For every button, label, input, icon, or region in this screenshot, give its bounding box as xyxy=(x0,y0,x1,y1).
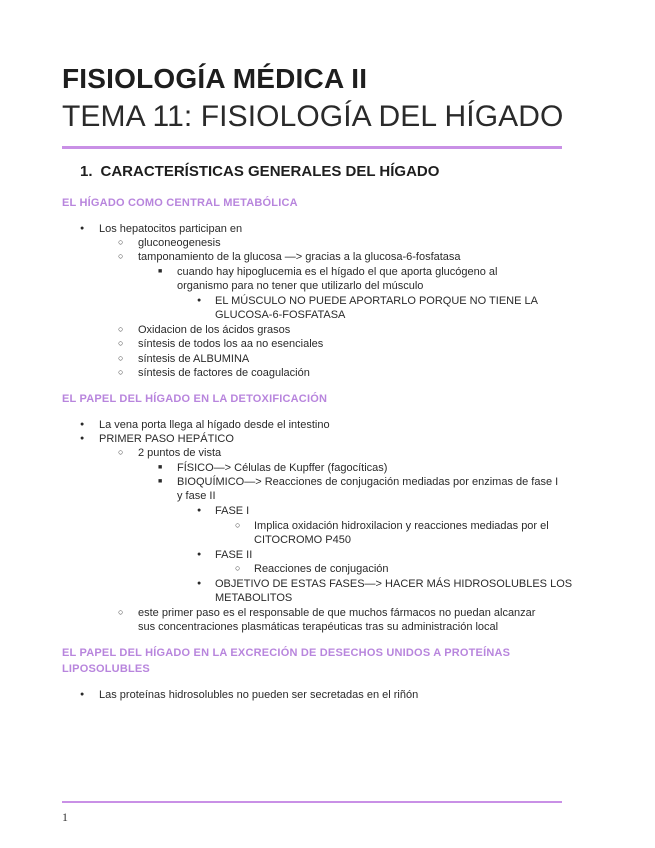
list-item: síntesis de todos los aa no esenciales xyxy=(138,338,324,350)
list-item: FASE I xyxy=(215,505,250,517)
section-heading xyxy=(80,163,439,180)
list-item: tamponamiento de la glucosa —> gracias a la glucosa-6-fosfatasa xyxy=(138,251,461,263)
list-item-continuation: organismo para no tener que utilizarlo del músculo xyxy=(177,280,424,292)
list-item: La vena porta llega al hígado desde el intestino xyxy=(99,419,330,431)
bullet-circle xyxy=(118,337,123,351)
page-number: 1 xyxy=(62,810,68,824)
list-item: OBJETIVO DE ESTAS FASES—> HACER MÁS HIDROSOLUBLES LOS xyxy=(215,578,573,590)
bullet-disc xyxy=(80,222,84,238)
section-title: CARACTERÍSTICAS GENERALES DEL HÍGADO xyxy=(100,163,440,180)
list-item: 2 puntos de vista xyxy=(138,447,222,459)
list-item: cuando hay hipoglucemia es el hígado el que aporta glucógeno al xyxy=(177,266,498,278)
list-item: FASE II xyxy=(215,549,253,561)
list-item-continuation: sus concentraciones plasmáticas terapéuticas tras su administración local xyxy=(138,621,499,633)
list-item: FÍSICO—> Células de Kupffer (fagocíticas) xyxy=(177,462,388,474)
list-item-continuation: GLUCOSA-6-FOSFATASA xyxy=(215,309,346,321)
bullet-circle xyxy=(118,236,123,250)
bullet-circle xyxy=(118,446,123,460)
subsection-heading-metabolic: EL HÍGADO COMO CENTRAL METABÓLICA xyxy=(62,197,298,209)
list-item: este primer paso es el responsable de que muchos fármacos no puedan alcanzar xyxy=(138,607,536,619)
bullet-circle xyxy=(118,606,123,620)
subsection-heading-detox: EL PAPEL DEL HÍGADO EN LA DETOXIFICACIÓN xyxy=(62,393,328,405)
document-title: FISIOLOGÍA MÉDICA II xyxy=(62,63,368,94)
bullet-circle xyxy=(235,562,240,576)
list-item: gluconeogenesis xyxy=(138,237,221,249)
subsection-heading-excretion: EL PAPEL DEL HÍGADO EN LA EXCRECIÓN DE DESECHOS UNIDOS A PROTEÍNAS xyxy=(62,647,511,659)
bullet-square xyxy=(158,475,162,491)
bullet-disc xyxy=(197,577,201,593)
bullet-disc xyxy=(80,688,84,704)
bullet-disc xyxy=(80,432,84,448)
document-subtitle: TEMA 11: FISIOLOGÍA DEL HÍGADO xyxy=(62,100,564,133)
list-item: Reacciones de conjugación xyxy=(254,563,389,575)
bullet-circle xyxy=(118,366,123,380)
list-item: síntesis de ALBUMINA xyxy=(138,353,250,365)
bullet-disc xyxy=(197,294,201,310)
footer-divider xyxy=(62,801,562,803)
section-number: 1. xyxy=(80,163,93,180)
list-item: EL MÚSCULO NO PUEDE APORTARLO PORQUE NO TIENE LA xyxy=(215,295,538,307)
bullet-circle xyxy=(118,323,123,337)
list-item-continuation: METABOLITOS xyxy=(215,592,293,604)
list-item: Las proteínas hidrosolubles no pueden ser secretadas en el riñón xyxy=(99,689,419,701)
list-item: Los hepatocitos participan en xyxy=(99,223,243,235)
bullet-square xyxy=(158,265,162,281)
bullet-disc xyxy=(197,504,201,520)
list-item: síntesis de factores de coagulación xyxy=(138,367,310,379)
title-divider xyxy=(62,146,562,149)
bullet-circle xyxy=(235,519,240,533)
bullet-circle xyxy=(118,352,123,366)
list-item: Implica oxidación hidroxilacion y reacciones mediadas por el xyxy=(254,520,549,532)
bullet-circle xyxy=(118,250,123,264)
list-item: BIOQUÍMICO—> Reacciones de conjugación mediadas por enzimas de fase I xyxy=(177,476,559,488)
subsection-heading-excretion-continuation: LIPOSOLUBLES xyxy=(62,663,150,675)
list-item-continuation: y fase II xyxy=(177,490,216,502)
list-item: Oxidacion de los ácidos grasos xyxy=(138,324,291,336)
list-item-continuation: CITOCROMO P450 xyxy=(254,534,351,546)
bullet-disc xyxy=(197,548,201,564)
list-item: PRIMER PASO HEPÁTICO xyxy=(99,433,234,445)
